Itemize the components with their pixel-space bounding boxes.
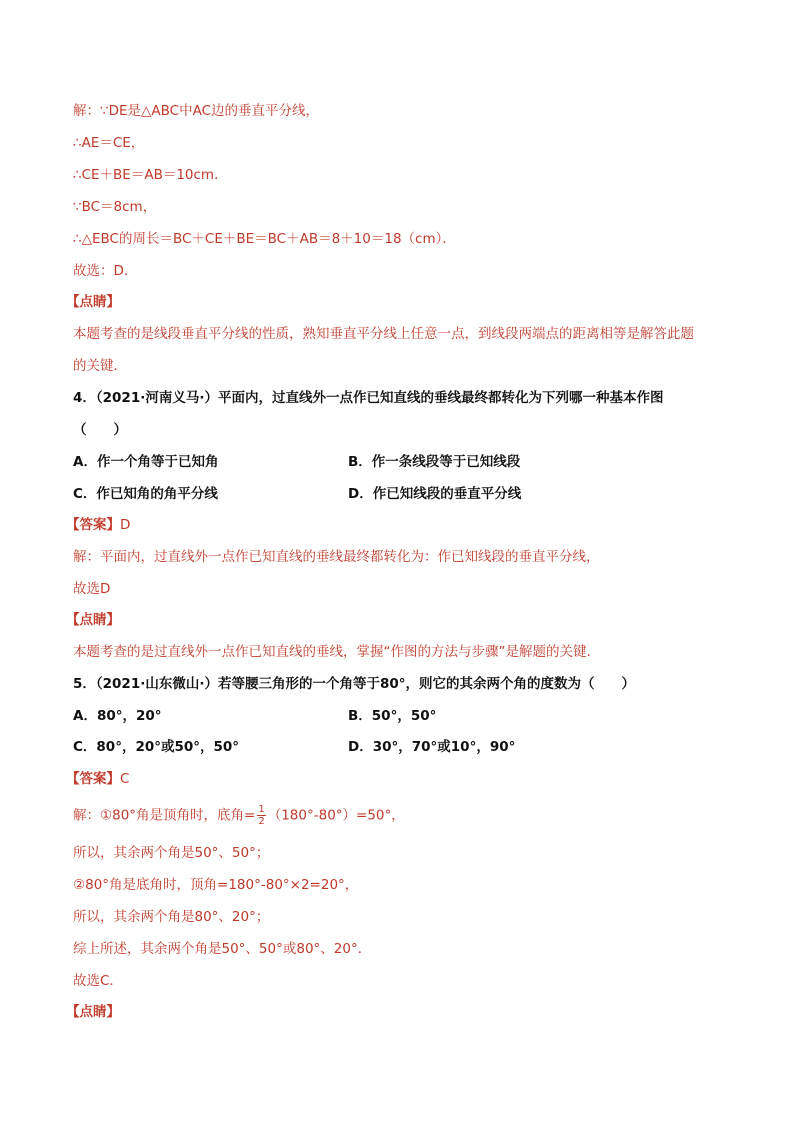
q4-solution-line-2: 故选D [73,581,111,597]
prev-dianjing-line-2: 的关键． [73,358,127,374]
q5-dianjing-label: 【点睛】 [66,1004,120,1020]
prev-choice: 故选：D． [73,263,138,279]
q5-solution-line-4: 所以，其余两个角是80°、20°； [73,909,270,925]
q4-solution-line-1: 解：平面内，过直线外一点作已知直线的垂线最终都转化为：作已知线段的垂直平分线， [73,549,600,565]
q5-solution-line-2: 所以，其余两个角是50°、50°； [73,845,270,861]
prev-dianjing-label: 【点睛】 [66,294,120,310]
prev-solution-line-1: 解：∵DE是△ABC中AC边的垂直平分线， [73,103,320,119]
q5-solution-line-3: ②80°角是底角时，顶角=180°-80°×2=20°， [73,877,359,893]
q4-dianjing-label: 【点睛】 [66,612,120,628]
prev-dianjing-line-1: 本题考查的是线段垂直平分线的性质，熟知垂直平分线上任意一点，到线段两端点的距离相等是解答此题 [73,326,694,342]
q4-answer-label: 【答案】 [66,517,120,533]
q5-solution-line-1 [73,804,405,827]
q4-option-a: A．作一个角等于已知角 [73,454,219,470]
q5-option-a: A．80°，20° [73,708,162,724]
q5-options-row-1 [73,706,437,726]
q5-option-c: C．80°，20°或50°，50° [73,739,240,755]
q4-answer [66,515,130,535]
q5-answer-value: C [120,771,130,787]
q5-solution-line-6: 故选C． [73,973,123,989]
q5-stem: 5．（2021·山东微山·）若等腰三角形的一个角等于80°，则它的其余两个角的度数为（ ） [73,676,636,692]
q5-solution-line-5: 综上所述，其余两个角是50°、50°或80°、20°． [73,941,372,957]
q5-option-d: D．30°，70°或10°，90° [348,739,516,755]
q4-paren: （ ） [73,422,127,438]
q4-options-row-1 [73,452,521,472]
prev-solution-line-3: ∴CE＋BE＝AB＝10cm． [73,167,228,183]
q4-option-d: D．作已知线段的垂直平分线 [348,486,522,502]
q5-option-b: B．50°，50° [348,708,437,724]
q5-answer-label: 【答案】 [66,771,120,787]
q4-dianjing: 本题考查的是过直线外一点作已知直线的垂线，掌握“作图的方法与步骤”是解题的关键. [73,644,591,660]
q5-fraction-denominator: 2 [258,816,265,827]
prev-solution-line-4: ∵BC＝8cm， [73,199,157,215]
q4-option-c: C．作已知角的角平分线 [73,486,218,502]
q5-fraction-numerator: 1 [258,804,265,815]
q5-sol1-post: （180°-80°）=50°， [267,807,405,824]
q4-option-b: B．作一条线段等于已知线段 [348,454,521,470]
q5-options-row-2 [73,737,516,757]
q5-fraction [257,804,265,827]
prev-solution-line-5: ∴△EBC的周长＝BC＋CE＋BE＝BC＋AB＝8＋10＝18（cm）． [73,231,456,247]
q4-options-row-2 [73,484,522,504]
q4-answer-value: D [120,517,131,533]
q5-answer [66,769,129,789]
q5-sol1-pre: 解：①80°角是顶角时，底角= [73,807,256,824]
q4-stem: 4．（2021·河南义马·）平面内，过直线外一点作已知直线的垂线最终都转化为下列哪一种基本作图 [73,390,664,406]
prev-solution-line-2: ∴AE＝CE， [73,135,145,151]
